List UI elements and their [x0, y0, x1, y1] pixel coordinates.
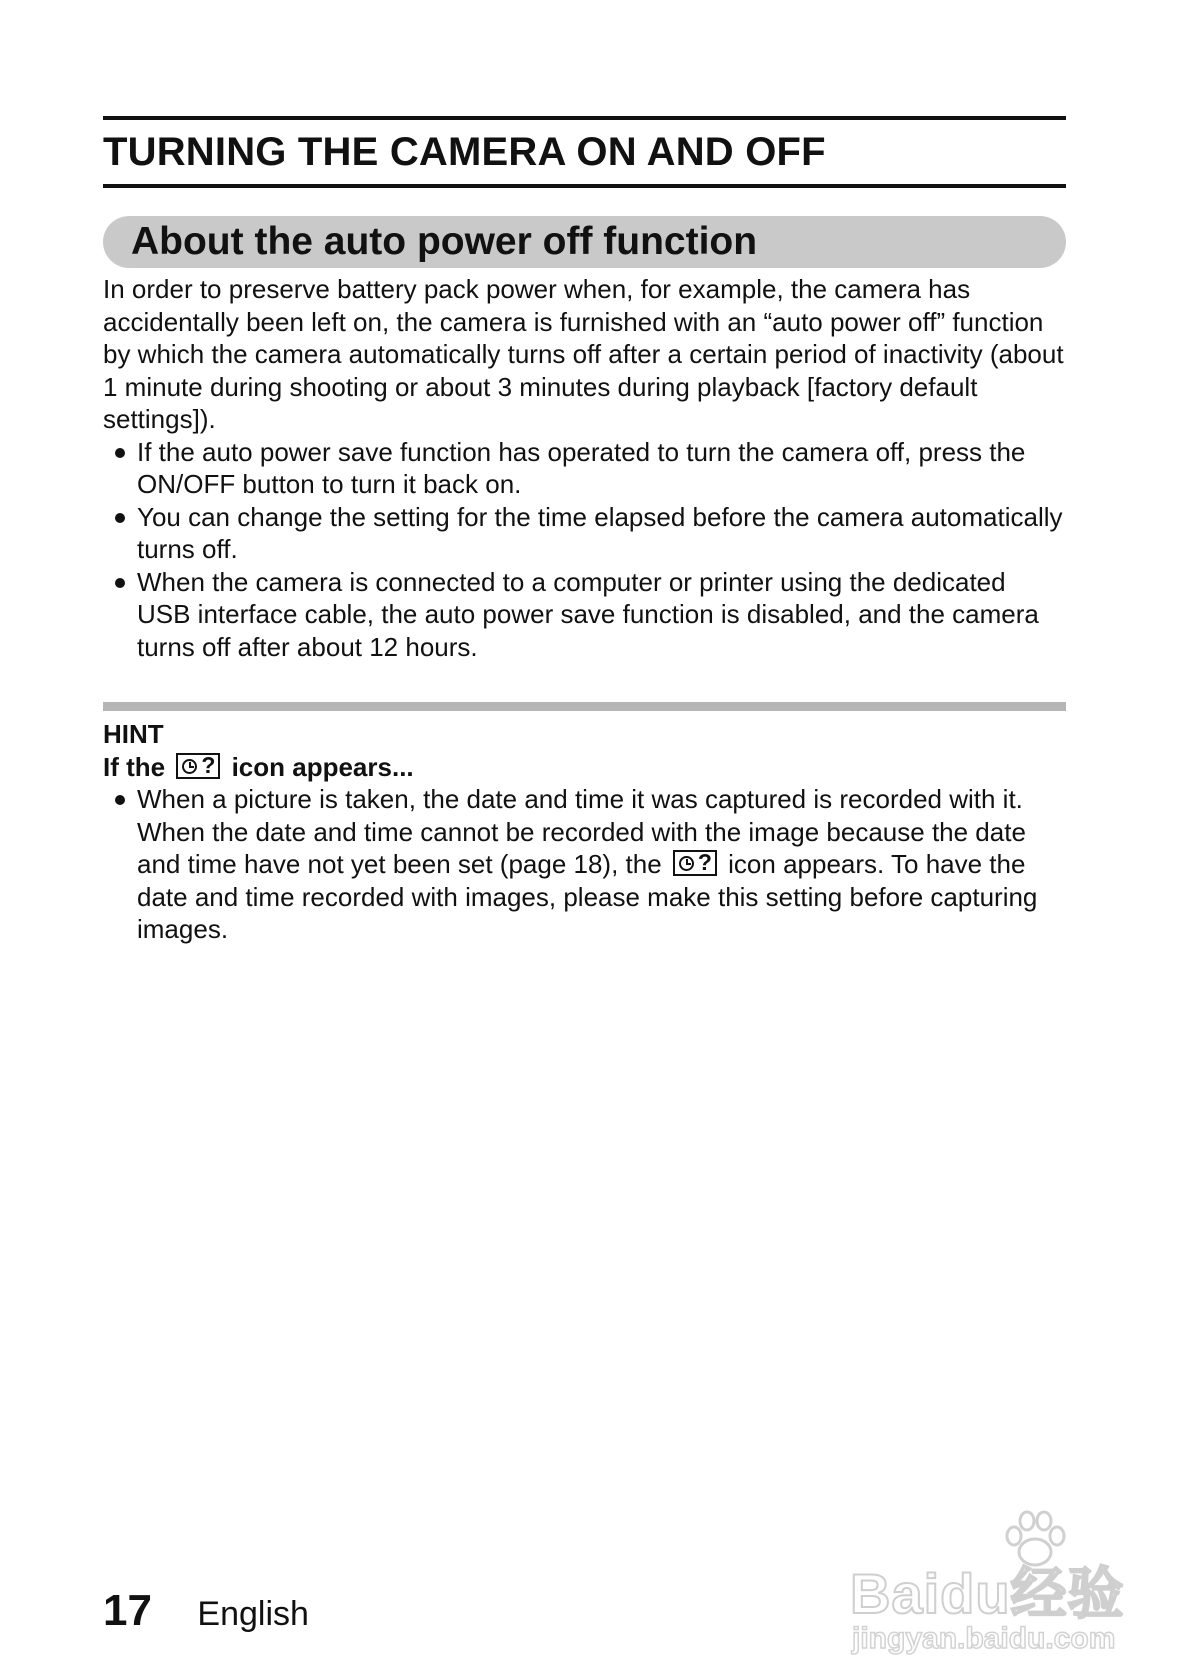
question-mark-glyph: ? — [697, 849, 712, 875]
bullet-dot-icon — [115, 513, 125, 523]
watermark-brand: Baidu经验 — [850, 1562, 1125, 1625]
list-item — [103, 501, 1066, 566]
hint-box — [103, 718, 1066, 946]
list-item-text: You can change the setting for the time elapsed before the camera automatically turns off. — [137, 501, 1063, 564]
bullet-list — [103, 436, 1066, 664]
list-item — [103, 436, 1066, 501]
list-item — [103, 783, 1066, 946]
list-item-text: If the auto power save function has operated to turn the camera off, press the ON/OFF button to turn it back on. — [137, 436, 1026, 499]
hint-text-part1: When a picture is taken, the date and time it was captured is recorded with it. When the date and time cannot be recorded with the image because the date and time have not yet been set (page 18), the — [137, 784, 1026, 879]
clock-question-icon — [176, 753, 220, 779]
question-mark-glyph: ? — [201, 751, 216, 778]
hint-heading-suffix: icon appears... — [231, 751, 414, 782]
watermark-url: jingyan.baidu.com — [852, 1622, 1116, 1655]
page-number: 17 — [103, 1586, 152, 1635]
hint-divider — [103, 702, 1066, 711]
footer-language: English — [197, 1595, 309, 1633]
title-top-rule — [103, 116, 1066, 120]
list-item — [103, 566, 1066, 664]
watermark — [850, 1510, 1140, 1660]
hint-bullet-list — [103, 783, 1066, 946]
title-bottom-rule — [103, 184, 1066, 188]
bullet-dot-icon — [115, 448, 125, 458]
hint-label: HINT — [103, 719, 164, 749]
section-body — [103, 273, 1066, 663]
section-title: About the auto power off function — [131, 220, 758, 263]
page-title: TURNING THE CAMERA ON AND OFF — [103, 130, 826, 174]
clock-question-icon — [673, 850, 717, 876]
intro-paragraph: In order to preserve battery pack power when, for example, the camera has accidentally been left on, the camera is furnished with an “auto power off” function by which the camera automatically turns off after a certain period of inactivity (about 1 minute during shooting or about 3 minutes during playback [factory default settings]). — [103, 274, 1064, 434]
clock-face-icon — [679, 856, 694, 871]
clock-face-icon — [182, 759, 197, 774]
hint-text-part2: icon appears. To have the date and time recorded with images, please make this setting before capturing images. — [137, 849, 1038, 944]
hint-heading — [103, 751, 1066, 784]
list-item-text: When the camera is connected to a computer or printer using the dedicated USB interface cable, the auto power save function is disabled, and the camera turns off after about 12 hours. — [137, 566, 1039, 662]
bullet-dot-icon — [115, 795, 125, 805]
page-footer — [103, 1588, 309, 1637]
bullet-dot-icon — [115, 578, 125, 588]
section-header-bar — [103, 216, 1066, 268]
hint-heading-prefix: If the — [103, 751, 166, 782]
